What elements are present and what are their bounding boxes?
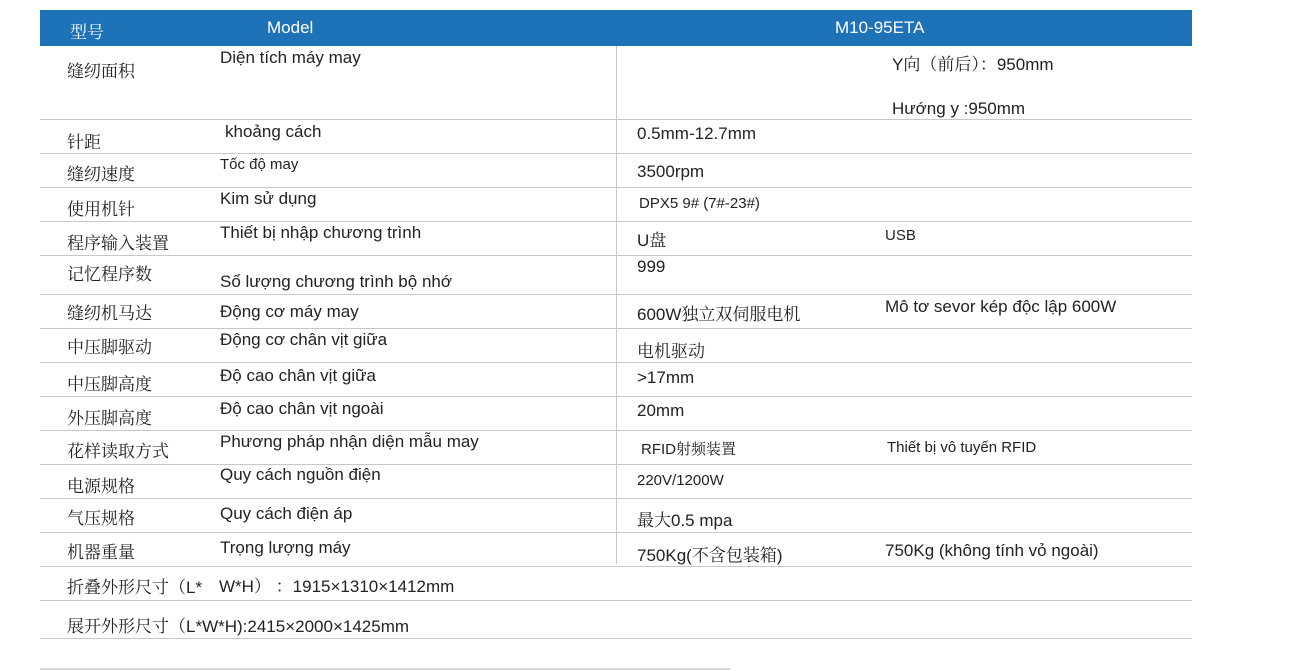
row-value-translated: Mô tơ sevor kép độc lập 600W bbox=[885, 297, 1117, 316]
row-value: 电机驱动 bbox=[637, 342, 705, 361]
row-label-cn: 针距 bbox=[67, 133, 101, 152]
row-label-cn: 使用机针 bbox=[67, 200, 135, 219]
row-value-translated: USB bbox=[885, 227, 916, 244]
table-header bbox=[40, 10, 1192, 46]
row-label-vn: Thiết bị nhập chương trình bbox=[220, 223, 422, 242]
header-model-cn: 型号 bbox=[70, 23, 104, 42]
row-value: DPX5 9# (7#-23#) bbox=[639, 195, 760, 212]
unfolded-dimensions: 展开外形尺寸（L*W*H):2415×2000×1425mm bbox=[67, 617, 410, 636]
row-value: 0.5mm-12.7mm bbox=[637, 124, 757, 143]
row-label-vn: Tốc độ may bbox=[220, 156, 299, 173]
row-label-vn: Trọng lượng máy bbox=[220, 538, 351, 557]
row-value: U盘 bbox=[637, 231, 667, 250]
folded-dimensions-label: 折叠外形尺寸（L* bbox=[67, 578, 203, 597]
row-value: 999 bbox=[637, 257, 666, 276]
row-label-vn: Số lượng chương trình bộ nhớ bbox=[220, 272, 452, 291]
row-value: 750Kg(不含包装箱) bbox=[637, 546, 783, 565]
row-value-translated: Thiết bị vô tuyến RFID bbox=[887, 439, 1037, 456]
row-label-vn: Kim sử dụng bbox=[220, 189, 317, 208]
row-label-cn: 程序输入装置 bbox=[67, 234, 169, 253]
row-label-cn: 外压脚高度 bbox=[67, 409, 152, 428]
header-model-vn: Model bbox=[267, 18, 314, 37]
row-value-translated: Hướng y :950mm bbox=[892, 99, 1026, 118]
row-label-vn: Phương pháp nhận diện mẫu may bbox=[220, 432, 479, 451]
row-value: 20mm bbox=[637, 401, 685, 420]
row-value: 220V/1200W bbox=[637, 472, 724, 489]
row-value: >17mm bbox=[637, 368, 695, 387]
row-label-cn: 缝纫面积 bbox=[67, 62, 135, 81]
row-value: RFID射频装置 bbox=[641, 441, 736, 458]
row-label-vn: Quy cách điện áp bbox=[220, 504, 353, 523]
row-label-vn: Động cơ chân vịt giữa bbox=[220, 330, 388, 349]
row-label-cn: 气压规格 bbox=[67, 509, 135, 528]
folded-dimensions-value: W*H） ：1915×1310×1412mm bbox=[219, 577, 455, 596]
row-value: Y向（前后）：950mm bbox=[892, 55, 1054, 74]
row-label-cn: 记忆程序数 bbox=[67, 265, 152, 284]
row-label-cn: 中压脚高度 bbox=[67, 375, 152, 394]
row-label-cn: 中压脚驱动 bbox=[67, 338, 152, 357]
row-value-translated: 750Kg (không tính vỏ ngoài) bbox=[885, 541, 1099, 560]
spec-table bbox=[40, 10, 1192, 639]
row-label-vn: Độ cao chân vịt ngoài bbox=[220, 399, 384, 418]
row-label-vn: Độ cao chân vịt giữa bbox=[220, 366, 376, 385]
row-label-vn: khoảng cách bbox=[225, 122, 322, 141]
unfolded-dimensions-row bbox=[40, 601, 1192, 639]
row-label-cn: 机器重量 bbox=[67, 543, 135, 562]
bottom-rule bbox=[40, 668, 730, 670]
row-label-cn: 缝纫机马达 bbox=[67, 304, 152, 323]
row-value: 3500rpm bbox=[637, 162, 705, 181]
row-label-vn: Động cơ máy may bbox=[220, 302, 359, 321]
row-label-cn: 电源规格 bbox=[67, 477, 135, 496]
header-model-value: M10-95ETA bbox=[835, 18, 925, 37]
row-value: 600W独立双伺服电机 bbox=[637, 305, 801, 324]
folded-dimensions-row bbox=[40, 567, 1192, 601]
row-label-cn: 缝纫速度 bbox=[67, 165, 135, 184]
row-label-cn: 花样读取方式 bbox=[67, 442, 169, 461]
row-label-vn: Quy cách nguồn điện bbox=[220, 465, 381, 484]
row-value: 最大0.5 mpa bbox=[637, 511, 733, 530]
column-divider bbox=[616, 46, 617, 564]
row-label-vn: Diện tích máy may bbox=[220, 48, 361, 67]
